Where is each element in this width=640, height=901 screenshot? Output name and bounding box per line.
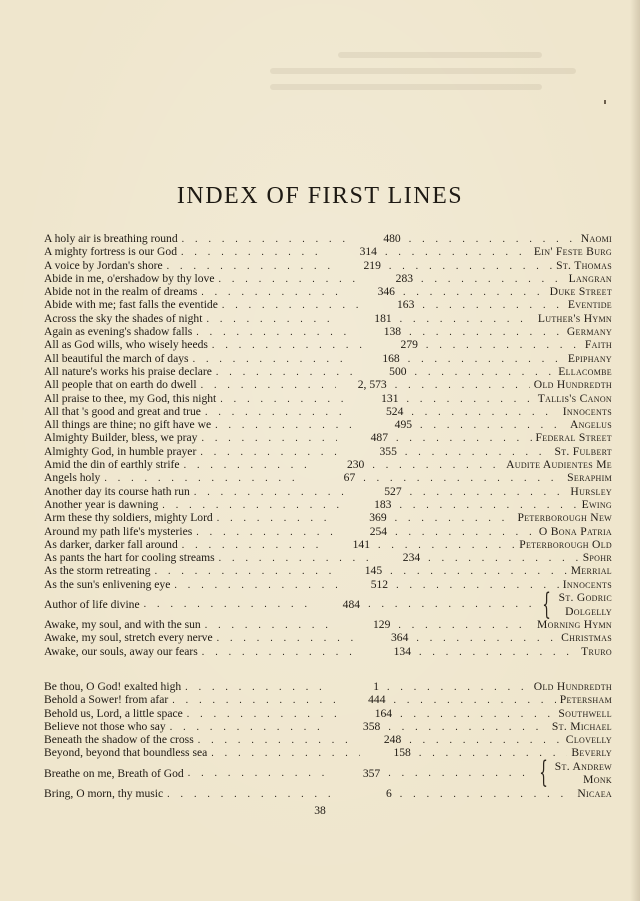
- index-entry: [44, 733, 612, 746]
- leader-dots: [408, 353, 564, 366]
- index-entry: [44, 693, 612, 706]
- index-entry: [44, 392, 612, 405]
- leader-dots: [219, 273, 363, 286]
- tune-name: Eventide: [567, 298, 612, 312]
- hymn-number: 168: [382, 351, 400, 365]
- tune-name: Clovelly: [565, 733, 612, 747]
- leader-dots: [185, 681, 328, 694]
- index-entry: [44, 586, 612, 622]
- hymn-number: 527: [384, 484, 402, 498]
- hymn-number: 164: [374, 706, 393, 720]
- page-number: 38: [314, 804, 326, 817]
- hymn-number: 248: [383, 733, 402, 747]
- hymn-number: 1: [373, 680, 379, 693]
- page-title: INDEX OF FIRST LINES: [176, 183, 464, 209]
- leader-dots: [212, 339, 367, 352]
- hymn-number: 369: [369, 511, 387, 525]
- hymn-number: 346: [377, 285, 395, 299]
- leader-dots: [182, 539, 319, 552]
- hymn-number: 219: [363, 258, 381, 272]
- leader-dots: [400, 313, 534, 326]
- leader-dots: [410, 486, 567, 499]
- tune-group: [537, 586, 612, 622]
- leader-dots: [162, 499, 340, 512]
- leader-dots: [399, 499, 577, 512]
- first-line-text: As the sun's enlivening eye: [44, 577, 171, 591]
- hymn-number: 2, 573: [357, 378, 387, 392]
- index-entry: [44, 746, 612, 759]
- leader-dots: [174, 579, 337, 592]
- leader-dots: [172, 694, 334, 707]
- leader-dots: [201, 379, 336, 392]
- index-entry: [44, 285, 612, 298]
- tune-name: Tallis's Canon: [537, 391, 612, 405]
- tune-name: Innocents: [562, 577, 612, 591]
- leader-dots: [219, 552, 370, 565]
- leader-dots: [211, 747, 360, 760]
- leader-dots: [222, 299, 364, 312]
- tune-name: St. Thomas: [556, 258, 612, 272]
- tune-name: Ellacombe: [558, 364, 612, 378]
- leader-dots: [403, 286, 546, 299]
- first-line-text: Amid the din of earthly strife: [44, 458, 180, 472]
- leader-dots: [368, 598, 533, 611]
- leader-dots: [167, 260, 330, 273]
- index-entry: [44, 538, 612, 551]
- index-entry: [44, 525, 612, 538]
- first-line-text: All that 's good and great and true: [44, 404, 201, 418]
- leader-dots: [394, 694, 556, 707]
- leader-dots: [363, 472, 563, 485]
- first-line-text: Abide with me; fast falls the eventide: [44, 298, 218, 312]
- leader-dots: [416, 632, 557, 645]
- hymn-number: 364: [390, 631, 409, 645]
- hymn-number: 283: [395, 271, 414, 285]
- leader-dots: [389, 260, 552, 273]
- index-entry: [44, 551, 612, 564]
- first-line-text: As the storm retreating: [44, 564, 151, 578]
- hymn-number: 138: [383, 325, 402, 339]
- leader-dots: [167, 788, 341, 801]
- index-list-a: [44, 232, 612, 658]
- leader-dots: [198, 734, 351, 747]
- tune-name: St. Michael: [551, 719, 612, 733]
- hymn-number: 230: [346, 458, 365, 472]
- tune-name: O Bona Patria: [538, 524, 613, 538]
- tune-name: Petersham: [559, 693, 612, 707]
- first-line-text: A mighty fortress is our God: [44, 245, 177, 259]
- hymn-number: 484: [342, 597, 361, 611]
- leader-dots: [144, 598, 309, 611]
- first-line-text: Behold us, Lord, a little space: [44, 706, 183, 720]
- index-entry: [44, 418, 612, 431]
- tune-name: Peterborough Old: [519, 537, 612, 551]
- hymn-number: 355: [379, 444, 397, 458]
- first-line-text: Arm these thy soldiers, mighty Lord: [44, 511, 213, 525]
- index-entry: [44, 645, 612, 658]
- tune-name: Faith: [584, 338, 612, 352]
- first-line-text: Beneath the shadow of the cross: [44, 733, 194, 747]
- first-line-text: Across the sky the shades of night: [44, 311, 203, 325]
- hymn-number: 163: [396, 298, 415, 312]
- leader-dots: [405, 446, 551, 459]
- hymn-number: 134: [393, 644, 411, 658]
- leader-dots: [206, 313, 340, 326]
- tune-name: St. Godric: [558, 591, 612, 605]
- first-line-text: All praise to thee, my God, this night: [44, 391, 217, 405]
- first-line-text: Again as evening's shadow falls: [44, 325, 193, 339]
- index-entry: [44, 378, 612, 391]
- hymn-number: 314: [359, 245, 377, 259]
- first-line-text: Awake, my soul, stretch every nerve: [44, 631, 213, 645]
- first-line-text: Believe not those who say: [44, 719, 166, 733]
- leader-dots: [181, 246, 326, 259]
- leader-dots: [415, 366, 555, 379]
- tune-name: Luther's Hymn: [537, 311, 612, 325]
- hymn-number: 131: [381, 391, 399, 405]
- index-entry: [44, 365, 612, 378]
- leader-dots: [395, 512, 514, 525]
- hymn-number: 512: [370, 577, 389, 591]
- leader-dots: [220, 393, 347, 406]
- leader-dots: [196, 526, 336, 539]
- leader-dots: [104, 472, 304, 485]
- tune-name: Ein' Feste Burg: [533, 245, 612, 259]
- hymn-number: 181: [374, 311, 392, 325]
- leader-dots: [411, 406, 558, 419]
- hymn-number: 480: [383, 232, 401, 245]
- first-line-text: Author of life divine: [44, 597, 140, 611]
- leader-dots: [400, 708, 554, 721]
- hymn-number: 279: [400, 338, 418, 352]
- leader-dots: [421, 273, 565, 286]
- index-entry: [44, 511, 612, 524]
- tune-name: Federal Street: [535, 431, 612, 445]
- leader-dots: [170, 721, 330, 734]
- leader-dots: [396, 432, 532, 445]
- tune-name: Southwell: [558, 706, 612, 720]
- index-entry: [44, 787, 612, 800]
- index-entry: [44, 564, 612, 577]
- leader-dots: [409, 734, 562, 747]
- leader-dots: [409, 326, 563, 339]
- hymn-number: 500: [389, 364, 407, 378]
- bleed-through-text: [270, 52, 610, 122]
- leader-dots: [422, 299, 564, 312]
- leader-dots: [205, 619, 340, 632]
- tune-name: Peterborough New: [517, 511, 612, 525]
- tune-name: Epiphany: [567, 351, 612, 365]
- leader-dots: [388, 721, 548, 734]
- tune-name: Morning Hymn: [537, 618, 612, 632]
- hymn-number: 487: [370, 431, 388, 445]
- hymn-number: 495: [394, 418, 413, 432]
- index-entry: [44, 338, 612, 351]
- tune-name: Dolgelly: [565, 604, 612, 618]
- index-entry: [44, 298, 612, 311]
- first-line-text: A voice by Jordan's shore: [44, 258, 163, 272]
- leader-dots: [194, 486, 351, 499]
- tune-name: Hursley: [570, 484, 613, 498]
- first-line-text: Behold a Sower! from afar: [44, 693, 169, 707]
- index-entry: [44, 471, 612, 484]
- first-line-text: Almighty God, in humble prayer: [44, 444, 197, 458]
- leader-dots: [182, 233, 350, 246]
- index-entry: [44, 325, 612, 338]
- hymn-number: 6: [385, 786, 392, 800]
- leader-dots: [216, 366, 356, 379]
- first-line-text: Abide in me, o'ershadow by thy love: [44, 271, 215, 285]
- leader-dots: [201, 286, 344, 299]
- leader-dots: [188, 767, 329, 780]
- leader-dots: [387, 681, 530, 694]
- first-line-text: Another year is dawning: [44, 497, 159, 511]
- first-line-text: Another day its course hath run: [44, 484, 190, 498]
- tune-name: Monk: [583, 773, 612, 787]
- leader-dots: [202, 646, 360, 659]
- leader-dots: [428, 552, 579, 565]
- first-line-text: Bring, O morn, thy music: [44, 786, 164, 800]
- index-entry: [44, 272, 612, 285]
- index-entry: [44, 485, 612, 498]
- index-entry: [44, 578, 612, 591]
- leader-dots: [420, 419, 566, 432]
- leader-dots: [155, 565, 332, 578]
- leader-dots: [385, 246, 530, 259]
- first-line-text: Angels holy: [44, 471, 101, 485]
- leader-dots: [395, 379, 530, 392]
- leader-dots: [390, 565, 567, 578]
- index-entry: [44, 352, 612, 365]
- leader-dots: [215, 419, 361, 432]
- index-entry: [44, 498, 612, 511]
- first-line-text: A holy air is breathing round: [44, 232, 178, 245]
- index-entry: [44, 631, 612, 644]
- hymn-number: 358: [362, 719, 381, 733]
- index-entry: [44, 312, 612, 325]
- leader-dots: [217, 512, 336, 525]
- leader-dots: [372, 459, 502, 472]
- tune-name: Truro: [581, 644, 612, 658]
- index-entry: [44, 707, 612, 720]
- leader-dots: [378, 539, 515, 552]
- tune-name: Ewing: [581, 497, 612, 511]
- tune-name: Audite Audientes Me: [506, 458, 612, 472]
- index-entry: [44, 405, 612, 418]
- tune-name: Germany: [566, 325, 613, 339]
- leader-dots: [407, 393, 534, 406]
- hymn-number: 67: [343, 471, 356, 485]
- first-line-text: All nature's works his praise declare: [44, 364, 212, 378]
- hymn-number: 158: [393, 746, 411, 760]
- tune-name: Christmas: [561, 631, 612, 645]
- first-line-text: Be thou, O God! exalted high: [44, 680, 182, 693]
- hymn-number: 183: [374, 497, 392, 511]
- first-line-text: Beyond, beyond that boundless sea: [44, 746, 208, 760]
- leader-dots: [388, 767, 529, 780]
- tune-group: [534, 755, 612, 791]
- tune-name: Seraphim: [567, 471, 612, 485]
- leader-dots: [217, 632, 358, 645]
- first-line-text: Awake, our souls, away our fears: [44, 644, 198, 658]
- hymn-number: 129: [372, 618, 391, 632]
- leader-dots: [184, 459, 314, 472]
- first-line-text: All people that on earth do dwell: [44, 378, 197, 392]
- leader-dots: [196, 326, 350, 339]
- index-list-b: [44, 680, 612, 800]
- first-line-text: As darker, darker fall around: [44, 537, 178, 551]
- hymn-number: 141: [352, 537, 371, 551]
- leader-dots: [426, 339, 581, 352]
- index-entry: [44, 680, 612, 693]
- tune-name: Old Hundredth: [533, 378, 612, 392]
- first-line-text: All as God wills, who wisely heeds: [44, 338, 208, 352]
- index-entry: [44, 458, 612, 471]
- index-entry: [44, 431, 612, 444]
- first-line-text: Abide not in the realm of dreams: [44, 285, 198, 299]
- hymn-number: 254: [369, 524, 388, 538]
- hymn-number: 145: [364, 564, 383, 578]
- first-line-text: Around my path life's mysteries: [44, 524, 193, 538]
- leader-dots: [419, 646, 577, 659]
- hymn-number: 357: [362, 766, 381, 780]
- index-entry: [44, 720, 612, 733]
- first-line-text: All beautiful the march of days: [44, 351, 189, 365]
- page-edge-shadow: [630, 0, 640, 901]
- leader-dots: [200, 446, 346, 459]
- brace-mark: {: [538, 755, 548, 791]
- leader-dots: [409, 233, 577, 246]
- first-line-text: As pants the hart for cooling streams: [44, 551, 215, 565]
- leader-dots: [201, 432, 337, 445]
- tune-name: Nicaea: [577, 786, 612, 800]
- leader-dots: [205, 406, 352, 419]
- index-entry: [44, 755, 612, 791]
- tune-name: St. Fulbert: [554, 444, 612, 458]
- index-entry: [44, 259, 612, 272]
- leader-dots: [398, 619, 533, 632]
- hymn-number: 234: [402, 551, 421, 565]
- first-line-text: Awake, my soul, and with the sun: [44, 618, 201, 632]
- tune-name: Old Hundredth: [533, 680, 613, 693]
- index-entry: [44, 445, 612, 458]
- tune-name: Naomi: [580, 232, 613, 245]
- hymn-number: 444: [368, 693, 386, 707]
- first-line-text: All things are thine; no gift have we: [44, 418, 212, 432]
- tune-name: Angelus: [569, 418, 613, 432]
- index-entry: [44, 232, 612, 245]
- tune-name: Duke Street: [549, 285, 612, 299]
- leader-dots: [396, 579, 559, 592]
- tune-name: Spohr: [582, 551, 612, 565]
- first-line-text: Almighty Builder, bless, we pray: [44, 431, 198, 445]
- tune-name: Langran: [568, 271, 612, 285]
- tune-name: Innocents: [562, 404, 612, 418]
- tune-name: Merrial: [570, 564, 612, 578]
- leader-dots: [187, 708, 341, 721]
- index-entry: [44, 618, 612, 631]
- brace-mark: {: [542, 586, 552, 622]
- tune-name: Beverly: [571, 746, 612, 760]
- index-entry: [44, 245, 612, 258]
- leader-dots: [193, 353, 349, 366]
- hymn-number: 524: [385, 404, 404, 418]
- leader-dots: [395, 526, 535, 539]
- margin-mark: [604, 100, 606, 104]
- tune-name: St. Andrew: [554, 759, 612, 773]
- first-line-text: Breathe on me, Breath of God: [44, 766, 184, 780]
